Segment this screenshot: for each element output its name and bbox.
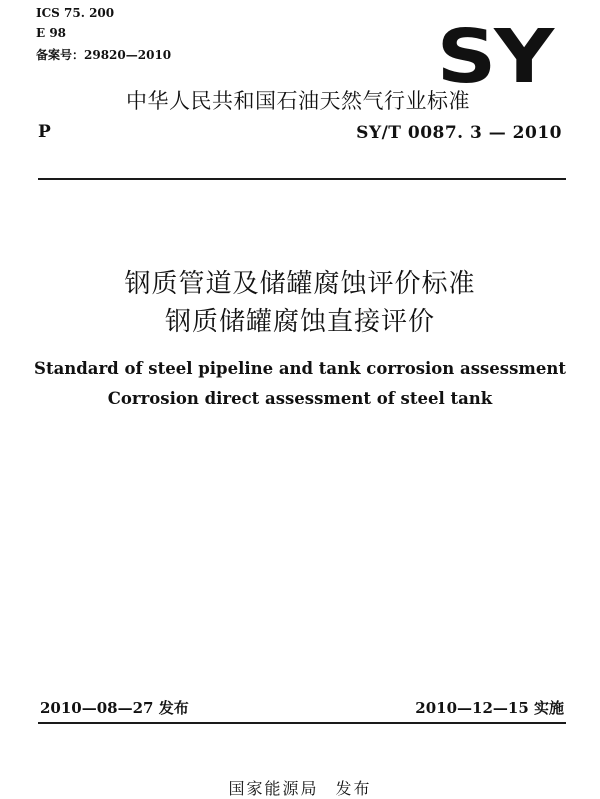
title-chinese-main: 钢质管道及储罐腐蚀评价标准 — [124, 269, 476, 299]
sy-logo: SY — [436, 14, 552, 100]
footer-divider — [38, 722, 566, 724]
header-divider — [38, 178, 566, 180]
title-chinese-sub: 钢质储罐腐蚀直接评价 — [164, 307, 435, 337]
filing-number: 备案号：29820—2010 — [36, 48, 172, 62]
ics-code: ICS 75. 200 — [36, 6, 115, 20]
title-english-sub: Corrosion direct assessment of steel tank — [107, 389, 493, 408]
publisher: 国家能源局 发布 — [228, 779, 372, 798]
publish-date: 2010—08—27 发布 — [40, 699, 189, 717]
title-english-main: Standard of steel pipeline and tank corrosion assessment — [34, 359, 566, 378]
standard-number: SY/T 0087. 3 — 2010 — [356, 123, 562, 143]
ccs-code: E 98 — [36, 26, 67, 40]
standard-category: P — [38, 122, 51, 142]
issuing-authority-title: 中华人民共和国石油天然气行业标准 — [126, 89, 470, 113]
implementation-date: 2010—12—15 实施 — [415, 699, 564, 717]
